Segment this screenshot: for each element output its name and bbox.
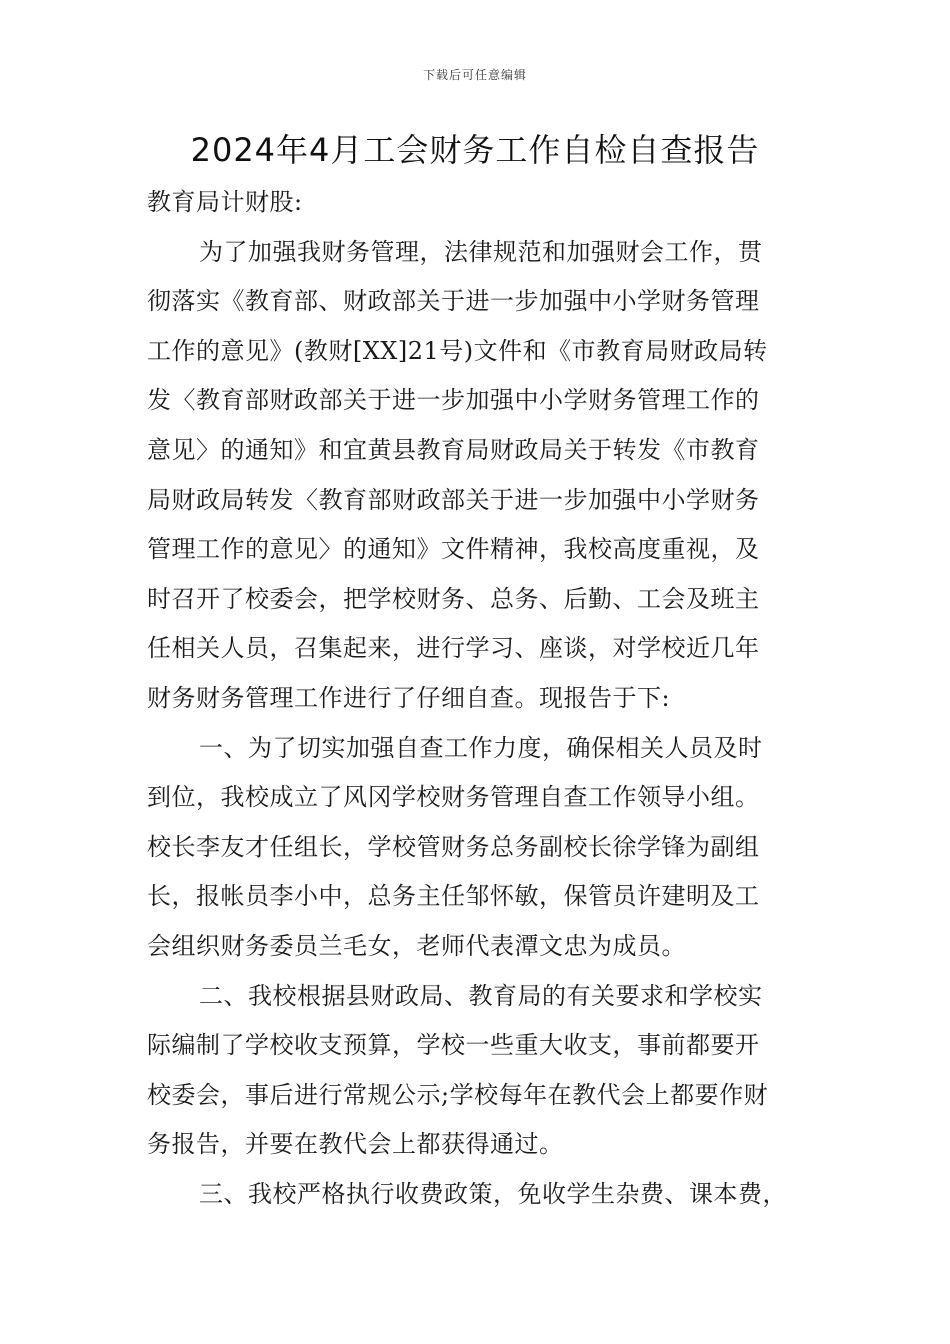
text-line: 三、我校严格执行收费政策，免收学生杂费、课本费，	[199, 1179, 787, 1208]
text-line: 管理工作的意见〉的通知》文件精神，我校高度重视，及	[147, 535, 760, 564]
text-line: 校长李友才任组长，学校管财务总务副校长徐学锋为副组	[147, 832, 760, 861]
text-line: 时召开了校委会，把学校财务、总务、后勤、工会及班主	[147, 584, 760, 613]
text-line: 二、我校根据县财政局、教育局的有关要求和学校实	[199, 981, 763, 1010]
text-line: 会组织财务委员兰毛女，老师代表潭文忠为成员。	[147, 931, 686, 960]
text-line: 校委会，事后进行常规公示;学校每年在教代会上都要作财	[147, 1080, 769, 1109]
text-line: 到位，我校成立了风冈学校财务管理自查工作领导小组。	[147, 783, 760, 812]
page-title: 2024年4月工会财务工作自检自查报告	[190, 131, 760, 169]
text-line: 为了加强我财务管理，法律规范和加强财会工作，贯	[199, 237, 763, 266]
text-line: 务报告，并要在教代会上都获得通过。	[147, 1130, 564, 1159]
text-line: 意见〉的通知》和宜黄县教育局财政局关于转发《市教育	[147, 435, 760, 464]
text-line: 发〈教育部财政部关于进一步加强中小学财务管理工作的	[147, 386, 760, 415]
text-line: 财务财务管理工作进行了仔细自查。现报告于下:	[147, 683, 671, 712]
text-line: 任相关人员，召集起来，进行学习、座谈，对学校近几年	[147, 634, 760, 663]
text-line: 工作的意见》(教财[XX]21号)文件和《市教育局财政局转	[147, 336, 768, 365]
text-line: 际编制了学校收支预算，学校一些重大收支，事前都要开	[147, 1031, 760, 1060]
text-line: 一、为了切实加强自查工作力度，确保相关人员及时	[199, 733, 763, 762]
report-body	[147, 178, 807, 1219]
text-line: 彻落实《教育部、财政部关于进一步加强中小学财务管理	[147, 287, 760, 316]
header-note: 下载后可任意编辑	[422, 68, 527, 82]
text-line: 教育局计财股:	[147, 188, 303, 216]
text-line: 局财政局转发〈教育部财政部关于进一步加强中小学财务	[147, 485, 760, 514]
text-line: 长，报帐员李小中，总务主任邹怀敏，保管员许建明及工	[147, 882, 760, 911]
